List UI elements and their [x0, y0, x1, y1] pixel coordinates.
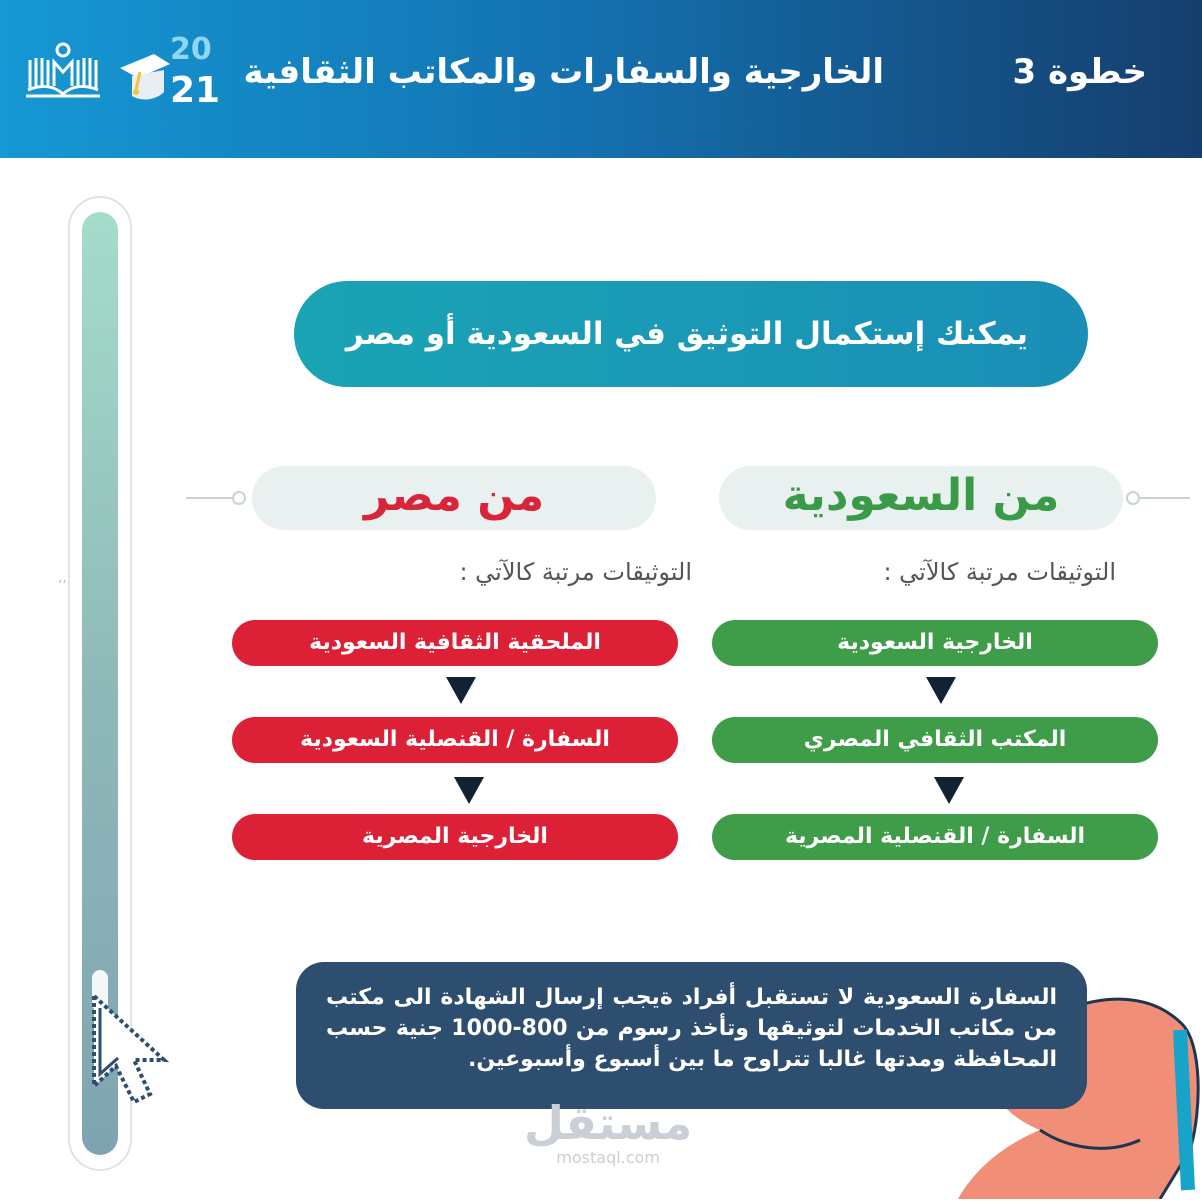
intro-banner: يمكنك إستكمال التوثيق في السعودية أو مصر	[294, 281, 1088, 387]
order-label-saudi: التوثيقات مرتبة كالآتي :	[883, 558, 1116, 586]
saudi-step-1: الخارجية السعودية	[712, 620, 1158, 666]
arrow-down-icon	[446, 677, 476, 704]
egypt-step-2: السفارة / القنصلية السعودية	[232, 717, 678, 763]
region-title-egypt: من مصر	[252, 466, 656, 530]
watermark-url: mostaql.com	[556, 1148, 660, 1167]
page-title: الخارجية والسفارات والمكاتب الثقافية	[243, 52, 884, 92]
connector-dot-right	[1126, 491, 1140, 505]
region-title-saudi: من السعودية	[719, 466, 1123, 530]
saudi-step-2: المكتب الثقافي المصري	[712, 717, 1158, 763]
egypt-step-3: الخارجية المصرية	[232, 814, 678, 860]
book-logo-icon	[24, 40, 102, 102]
arrow-down-icon	[926, 677, 956, 704]
egypt-step-1: الملحقية الثقافية السعودية	[232, 620, 678, 666]
connector-left	[186, 497, 238, 499]
arrow-down-icon	[934, 777, 964, 804]
arrow-down-icon	[454, 777, 484, 804]
saudi-step-3: السفارة / القنصلية المصرية	[712, 814, 1158, 860]
watermark	[524, 1098, 692, 1168]
watermark-arabic: مستقل	[524, 1096, 693, 1150]
note-box: السفارة السعودية لا تستقبل أفراد ةيجب إرسال الشهادة الى مكتب من مكاتب الخدمات لتوثيقها وتأخذ رسوم من 800-1000 جنية حسب المحافظة ومدتها غالبا تتراوح ما بين أسبوع وأسبوعين.	[296, 962, 1087, 1109]
year-top: 20	[170, 32, 212, 67]
order-label-egypt: التوثيقات مرتبة كالآتي :	[459, 558, 692, 586]
year-bottom: 21	[170, 70, 221, 111]
connector-dot-left	[232, 491, 246, 505]
mouse-cursor-icon	[88, 990, 188, 1112]
header-banner	[0, 0, 1202, 158]
graduation-cap-icon	[118, 44, 174, 104]
step-label: خطوة 3	[1012, 52, 1147, 92]
year-2021-logo	[118, 32, 221, 112]
decor-dots: ‘‘	[58, 578, 67, 594]
